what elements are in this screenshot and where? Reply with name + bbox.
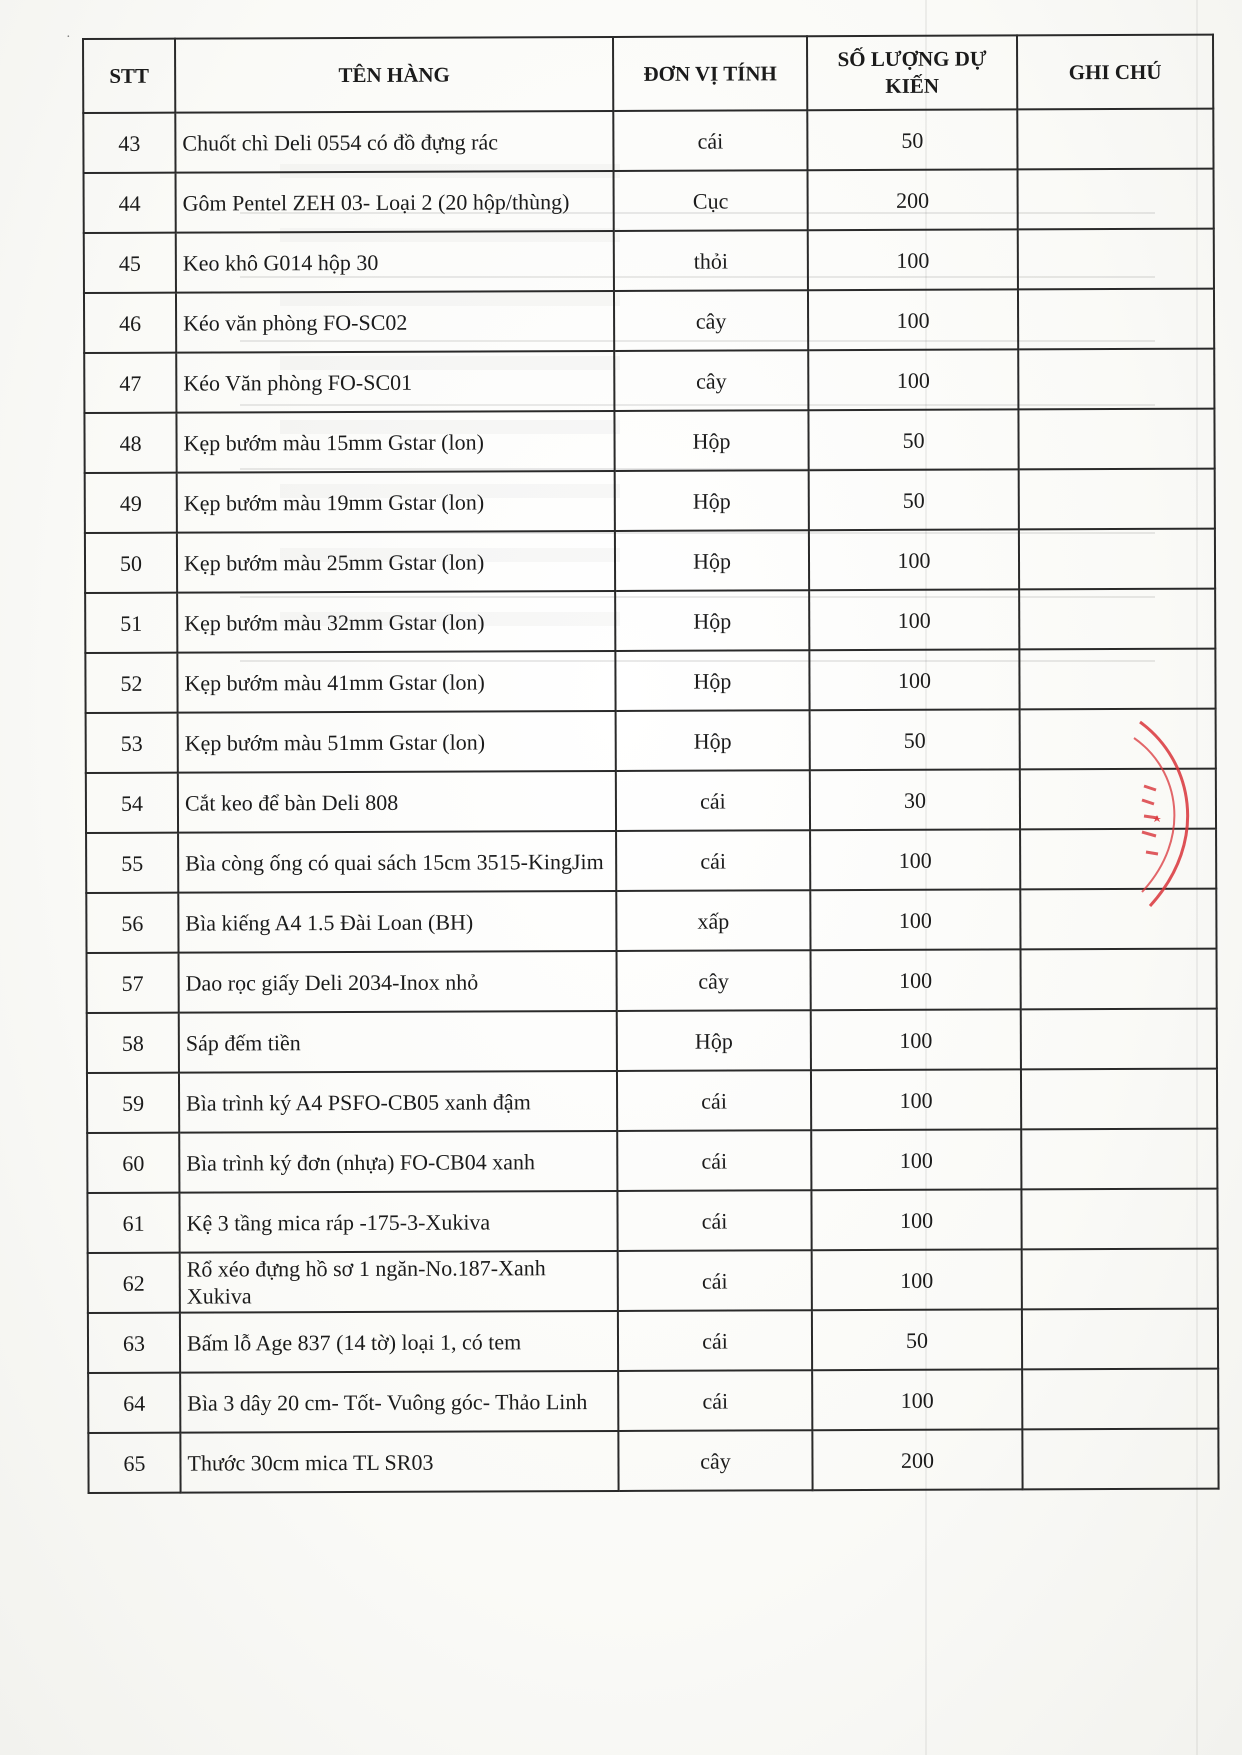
row-unit-cell: Hộp bbox=[615, 530, 809, 591]
row-quantity-cell: 100 bbox=[809, 649, 1019, 710]
row-unit-cell: cái bbox=[618, 1250, 812, 1311]
row-quantity-cell: 100 bbox=[808, 229, 1018, 290]
table-row bbox=[88, 1309, 1218, 1373]
scan-mark: · bbox=[66, 30, 71, 45]
row-unit-cell: Hộp bbox=[617, 1010, 811, 1071]
row-quantity-cell: 50 bbox=[808, 409, 1018, 470]
table-header-row bbox=[83, 35, 1213, 113]
table-body bbox=[83, 109, 1218, 1493]
row-unit-cell: cái bbox=[618, 1370, 812, 1431]
row-unit-cell: Hộp bbox=[614, 410, 808, 471]
table-row bbox=[84, 349, 1214, 413]
header-note: GHI CHÚ bbox=[1017, 35, 1213, 110]
row-stt-cell: 60 bbox=[87, 1133, 179, 1193]
row-item-name-cell: Kẹp bướm màu 41mm Gstar (lon) bbox=[177, 651, 615, 713]
table-row bbox=[85, 529, 1215, 593]
row-note-cell bbox=[1018, 349, 1214, 410]
row-item-name-cell: Bìa trình ký A4 PSFO-CB05 xanh đậm bbox=[179, 1071, 617, 1133]
table-row bbox=[86, 709, 1216, 773]
row-quantity-cell: 100 bbox=[809, 589, 1019, 650]
row-item-name-cell: Kẹp bướm màu 15mm Gstar (lon) bbox=[176, 411, 614, 473]
row-stt-cell: 46 bbox=[84, 293, 176, 353]
row-stt-cell: 54 bbox=[86, 773, 178, 833]
row-quantity-cell: 100 bbox=[812, 1369, 1022, 1430]
row-stt-cell: 43 bbox=[83, 113, 175, 173]
row-unit-cell: cây bbox=[617, 950, 811, 1011]
row-note-cell bbox=[1019, 529, 1215, 590]
row-note-cell bbox=[1021, 949, 1217, 1010]
row-quantity-cell: 100 bbox=[811, 949, 1021, 1010]
row-quantity-cell: 100 bbox=[811, 1069, 1021, 1130]
row-unit-cell: Hộp bbox=[615, 650, 809, 711]
row-stt-cell: 63 bbox=[88, 1313, 180, 1373]
row-stt-cell: 65 bbox=[88, 1433, 180, 1493]
row-stt-cell: 49 bbox=[85, 473, 177, 533]
row-unit-cell: cái bbox=[616, 830, 810, 891]
row-note-cell bbox=[1022, 1369, 1218, 1430]
row-unit-cell: cái bbox=[616, 770, 810, 831]
row-unit-cell: cái bbox=[617, 1190, 811, 1251]
row-item-name-cell: Thước 30cm mica TL SR03 bbox=[180, 1431, 618, 1493]
row-unit-cell: cây bbox=[614, 290, 808, 351]
row-item-name-cell: Kệ 3 tầng mica ráp -175-3-Xukiva bbox=[179, 1191, 617, 1253]
row-quantity-cell: 100 bbox=[808, 349, 1018, 410]
table-row bbox=[85, 469, 1215, 533]
row-quantity-cell: 30 bbox=[810, 769, 1020, 830]
row-item-name-cell: Kẹp bướm màu 25mm Gstar (lon) bbox=[177, 531, 615, 593]
row-stt-cell: 50 bbox=[85, 533, 177, 593]
table-row bbox=[88, 1429, 1218, 1493]
row-note-cell bbox=[1017, 109, 1213, 170]
row-quantity-cell: 50 bbox=[807, 109, 1017, 170]
row-stt-cell: 45 bbox=[84, 233, 176, 293]
row-quantity-cell: 50 bbox=[812, 1309, 1022, 1370]
row-stt-cell: 64 bbox=[88, 1373, 180, 1433]
row-quantity-cell: 100 bbox=[811, 1189, 1021, 1250]
row-quantity-cell: 100 bbox=[812, 1249, 1022, 1310]
row-item-name-cell: Kẹp bướm màu 32mm Gstar (lon) bbox=[177, 591, 615, 653]
row-item-name-cell: Kéo Văn phòng FO-SC01 bbox=[176, 351, 614, 413]
row-note-cell bbox=[1019, 649, 1215, 710]
row-quantity-cell: 50 bbox=[810, 709, 1020, 770]
row-stt-cell: 52 bbox=[85, 653, 177, 713]
row-item-name-cell: Rổ xéo đựng hồ sơ 1 ngăn-No.187-Xanh Xukiva bbox=[180, 1251, 618, 1313]
row-note-cell bbox=[1021, 1189, 1217, 1250]
row-unit-cell: cái bbox=[613, 110, 807, 171]
table-row bbox=[83, 109, 1213, 173]
row-note-cell bbox=[1019, 469, 1215, 530]
row-unit-cell: cái bbox=[617, 1130, 811, 1191]
row-quantity-cell: 200 bbox=[812, 1429, 1022, 1490]
row-note-cell bbox=[1021, 1129, 1217, 1190]
row-stt-cell: 61 bbox=[87, 1193, 179, 1253]
row-quantity-cell: 50 bbox=[809, 469, 1019, 530]
table-row bbox=[85, 649, 1215, 713]
table-row bbox=[87, 1069, 1217, 1133]
row-unit-cell: Hộp bbox=[616, 710, 810, 771]
header-unit: ĐƠN VỊ TÍNH bbox=[613, 36, 807, 111]
row-note-cell bbox=[1018, 289, 1214, 350]
row-item-name-cell: Keo khô G014 hộp 30 bbox=[176, 231, 614, 293]
row-item-name-cell: Sáp đếm tiền bbox=[179, 1011, 617, 1073]
row-unit-cell: cái bbox=[617, 1070, 811, 1131]
row-unit-cell: Hộp bbox=[615, 470, 809, 531]
row-stt-cell: 56 bbox=[86, 893, 178, 953]
row-stt-cell: 59 bbox=[87, 1073, 179, 1133]
row-quantity-cell: 100 bbox=[810, 829, 1020, 890]
row-quantity-cell: 100 bbox=[809, 529, 1019, 590]
row-stt-cell: 53 bbox=[86, 713, 178, 773]
row-note-cell bbox=[1021, 1009, 1217, 1070]
table-row bbox=[86, 769, 1216, 833]
header-stt: STT bbox=[83, 39, 175, 113]
table-row bbox=[85, 589, 1215, 653]
table-row bbox=[87, 949, 1217, 1013]
row-stt-cell: 62 bbox=[88, 1253, 180, 1313]
row-stt-cell: 47 bbox=[84, 353, 176, 413]
row-quantity-cell: 100 bbox=[808, 289, 1018, 350]
row-quantity-cell: 100 bbox=[811, 1129, 1021, 1190]
row-item-name-cell: Chuốt chì Deli 0554 có đồ đựng rác bbox=[175, 111, 613, 173]
table-row bbox=[86, 889, 1216, 953]
table-row bbox=[87, 1129, 1217, 1193]
row-unit-cell: cây bbox=[614, 350, 808, 411]
row-stt-cell: 55 bbox=[86, 833, 178, 893]
row-unit-cell: xấp bbox=[616, 890, 810, 951]
header-expected-quantity: SỐ LƯỢNG DỰ KIẾN bbox=[807, 35, 1017, 110]
row-item-name-cell: Kẹp bướm màu 19mm Gstar (lon) bbox=[177, 471, 615, 533]
row-quantity-cell: 100 bbox=[811, 1009, 1021, 1070]
row-item-name-cell: Bìa 3 dây 20 cm- Tốt- Vuông góc- Thảo Linh bbox=[180, 1371, 618, 1433]
table-row bbox=[87, 1009, 1217, 1073]
goods-table bbox=[82, 34, 1220, 1494]
table-row bbox=[84, 169, 1214, 233]
row-unit-cell: cây bbox=[618, 1430, 812, 1491]
table-row bbox=[84, 409, 1214, 473]
row-note-cell bbox=[1019, 589, 1215, 650]
table-row bbox=[88, 1249, 1218, 1313]
row-item-name-cell: Bìa trình ký đơn (nhựa) FO-CB04 xanh bbox=[179, 1131, 617, 1193]
row-unit-cell: Cục bbox=[614, 170, 808, 231]
row-item-name-cell: Kéo văn phòng FO-SC02 bbox=[176, 291, 614, 353]
row-item-name-cell: Bìa còng ống có quai sách 15cm 3515-KingJim bbox=[178, 831, 616, 893]
row-stt-cell: 58 bbox=[87, 1013, 179, 1073]
header-item-name: TÊN HÀNG bbox=[175, 37, 613, 113]
red-seal-stamp bbox=[1132, 720, 1212, 908]
row-unit-cell: cái bbox=[618, 1310, 812, 1371]
row-quantity-cell: 100 bbox=[810, 889, 1020, 950]
row-stt-cell: 48 bbox=[84, 413, 176, 473]
row-note-cell bbox=[1022, 1429, 1218, 1490]
row-note-cell bbox=[1021, 1069, 1217, 1130]
table-row bbox=[87, 1189, 1217, 1253]
row-note-cell bbox=[1018, 169, 1214, 230]
row-item-name-cell: Kẹp bướm màu 51mm Gstar (lon) bbox=[178, 711, 616, 773]
row-item-name-cell: Bấm lỗ Age 837 (14 tờ) loại 1, có tem bbox=[180, 1311, 618, 1373]
row-stt-cell: 44 bbox=[84, 173, 176, 233]
row-note-cell bbox=[1022, 1309, 1218, 1370]
row-stt-cell: 51 bbox=[85, 593, 177, 653]
row-stt-cell: 57 bbox=[87, 953, 179, 1013]
row-unit-cell: Hộp bbox=[615, 590, 809, 651]
table-row bbox=[84, 229, 1214, 293]
table-row bbox=[84, 289, 1214, 353]
row-quantity-cell: 200 bbox=[808, 169, 1018, 230]
table-row bbox=[86, 829, 1216, 893]
row-note-cell bbox=[1022, 1249, 1218, 1310]
row-unit-cell: thỏi bbox=[614, 230, 808, 291]
row-item-name-cell: Dao rọc giấy Deli 2034-Inox nhỏ bbox=[179, 951, 617, 1013]
row-item-name-cell: Cắt keo để bàn Deli 808 bbox=[178, 771, 616, 833]
row-item-name-cell: Gôm Pentel ZEH 03- Loại 2 (20 hộp/thùng) bbox=[176, 171, 614, 233]
row-note-cell bbox=[1018, 229, 1214, 290]
row-item-name-cell: Bìa kiếng A4 1.5 Đài Loan (BH) bbox=[178, 891, 616, 953]
row-note-cell bbox=[1018, 409, 1214, 470]
table-row bbox=[88, 1369, 1218, 1433]
